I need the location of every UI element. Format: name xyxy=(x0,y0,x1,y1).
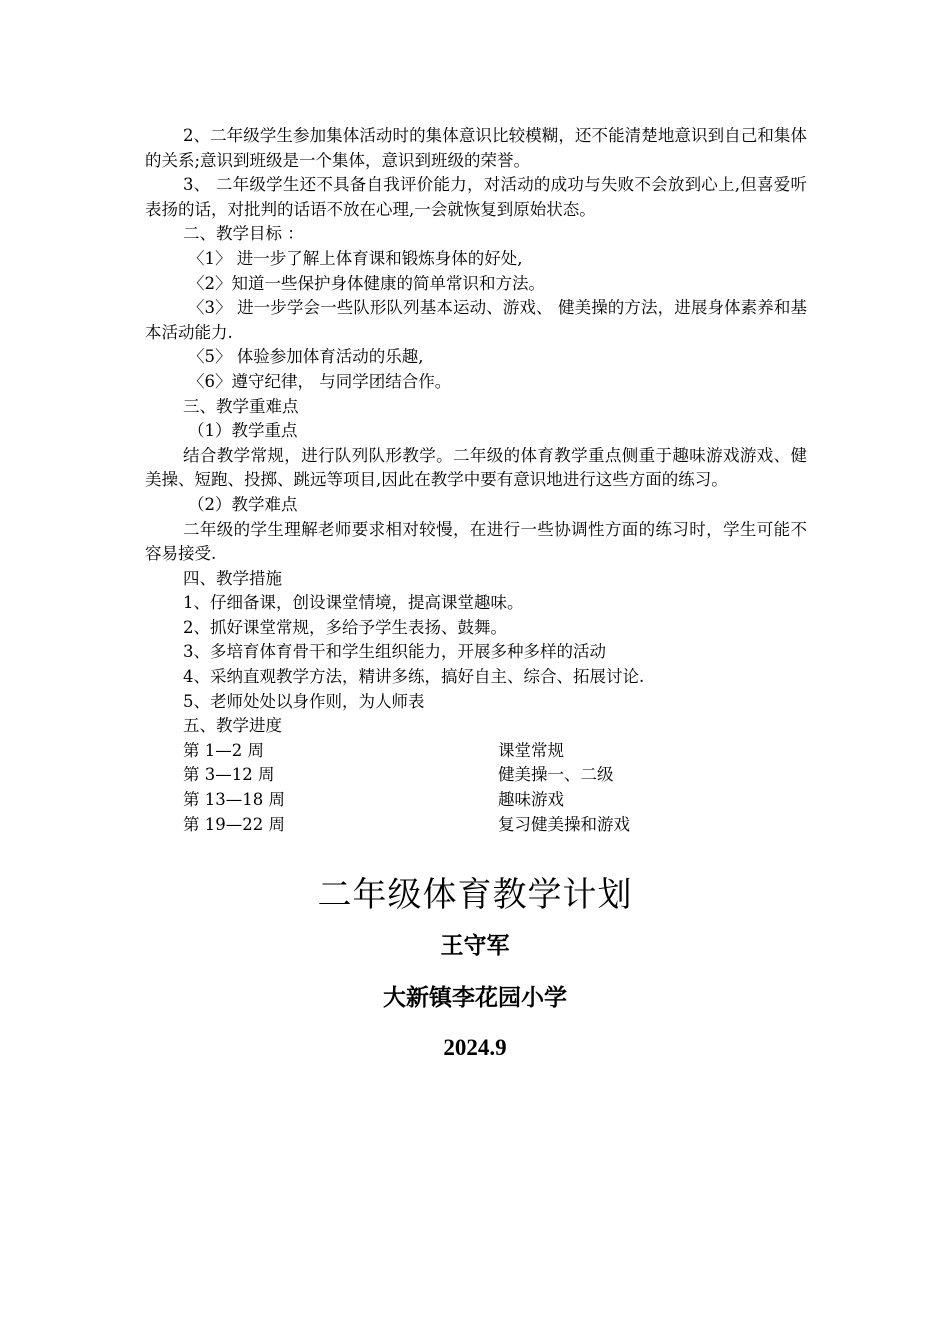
schedule-table xyxy=(145,739,807,837)
schedule-content: 趣味游戏 xyxy=(498,790,564,810)
schedule-week: 第 13—18 周 xyxy=(183,790,285,810)
section-heading-goals: 二、教学目标 ： xyxy=(183,224,304,244)
schedule-week: 第 19—22 周 xyxy=(183,814,285,834)
schedule-row xyxy=(145,739,807,764)
goal-item-2: 〈2〉知道一些保护身体健康的简单常识和方法。 xyxy=(188,273,545,293)
goal-item-6: 〈6〉遵守纪律， 与同学团结合作。 xyxy=(188,371,452,391)
cover-title: 二年级体育教学计划 xyxy=(317,875,633,915)
section-heading-schedule: 五、教学进度 xyxy=(183,716,282,736)
schedule-content: 健美操一、二级 xyxy=(498,765,614,785)
key-point-heading: （1）教学重点 xyxy=(188,421,298,441)
goal-item-3: 〈3〉 进一步学会一些队形队列基本运动、游戏、 健美操的方法，进展身体素养和基本活动能力. xyxy=(145,298,807,342)
goal-item-1: 〈1〉 进一步了解上体育课和锻炼身体的好处, xyxy=(188,248,523,268)
schedule-row xyxy=(145,813,807,838)
cover-school: 大新镇李花园小学 xyxy=(383,985,567,1011)
goal-item-5: 〈5〉 体验参加体育活动的乐趣, xyxy=(188,347,424,367)
schedule-row xyxy=(145,763,807,788)
measure-item-1: 1、仔细备课，创设课堂情境，提高课堂趣味。 xyxy=(183,593,524,613)
schedule-week: 第 1—2 周 xyxy=(183,740,264,760)
measure-item-4: 4、采纳直观教学方法，精讲多练，搞好自主、综合、拓展讨论. xyxy=(183,667,645,687)
key-point-text: 结合教学常规，进行队列队形教学。二年级的体育教学重点侧重于趣味游戏游戏、健美操、短跑、投掷、跳远等项目,因此在教学中要有意识地进行这些方面的练习。 xyxy=(145,445,807,490)
schedule-content: 复习健美操和游戏 xyxy=(498,814,630,834)
measure-item-2: 2、抓好课堂常规，多给予学生表扬、鼓舞。 xyxy=(183,617,507,637)
difficulty-text: 二年级的学生理解老师要求相对较慢，在进行一些协调性方面的练习时，学生可能不容易接受. xyxy=(145,519,807,564)
document-body xyxy=(145,124,807,837)
schedule-content: 课堂常规 xyxy=(498,740,564,760)
section-heading-measures: 四、教学措施 xyxy=(183,568,282,588)
section-heading-key-points: 三、教学重难点 xyxy=(183,396,299,416)
cover-date: 2024.9 xyxy=(443,1035,507,1060)
schedule-week: 第 3—12 周 xyxy=(183,765,275,785)
difficulty-heading: （2）教学难点 xyxy=(188,494,298,514)
paragraph-point-2: 2、二年级学生参加集体活动时的集体意识比较模糊，还不能清楚地意识到自己和集体的关系;意识到班级是一个集体，意识到班级的荣誉。 xyxy=(145,126,807,170)
paragraph-point-3: 3、 二年级学生还不具备自我评价能力，对活动的成功与失败不会放到心上,但喜爱听表扬的话，对批判的话语不放在心理,一会就恢复到原始状态。 xyxy=(145,175,807,219)
measure-item-5: 5、老师处处以身作则，为人师表 xyxy=(183,691,425,711)
measure-item-3: 3、多培育体育骨干和学生组织能力，开展多种多样的活动 xyxy=(183,642,606,662)
cover-author: 王守军 xyxy=(440,933,510,959)
schedule-row xyxy=(145,788,807,813)
